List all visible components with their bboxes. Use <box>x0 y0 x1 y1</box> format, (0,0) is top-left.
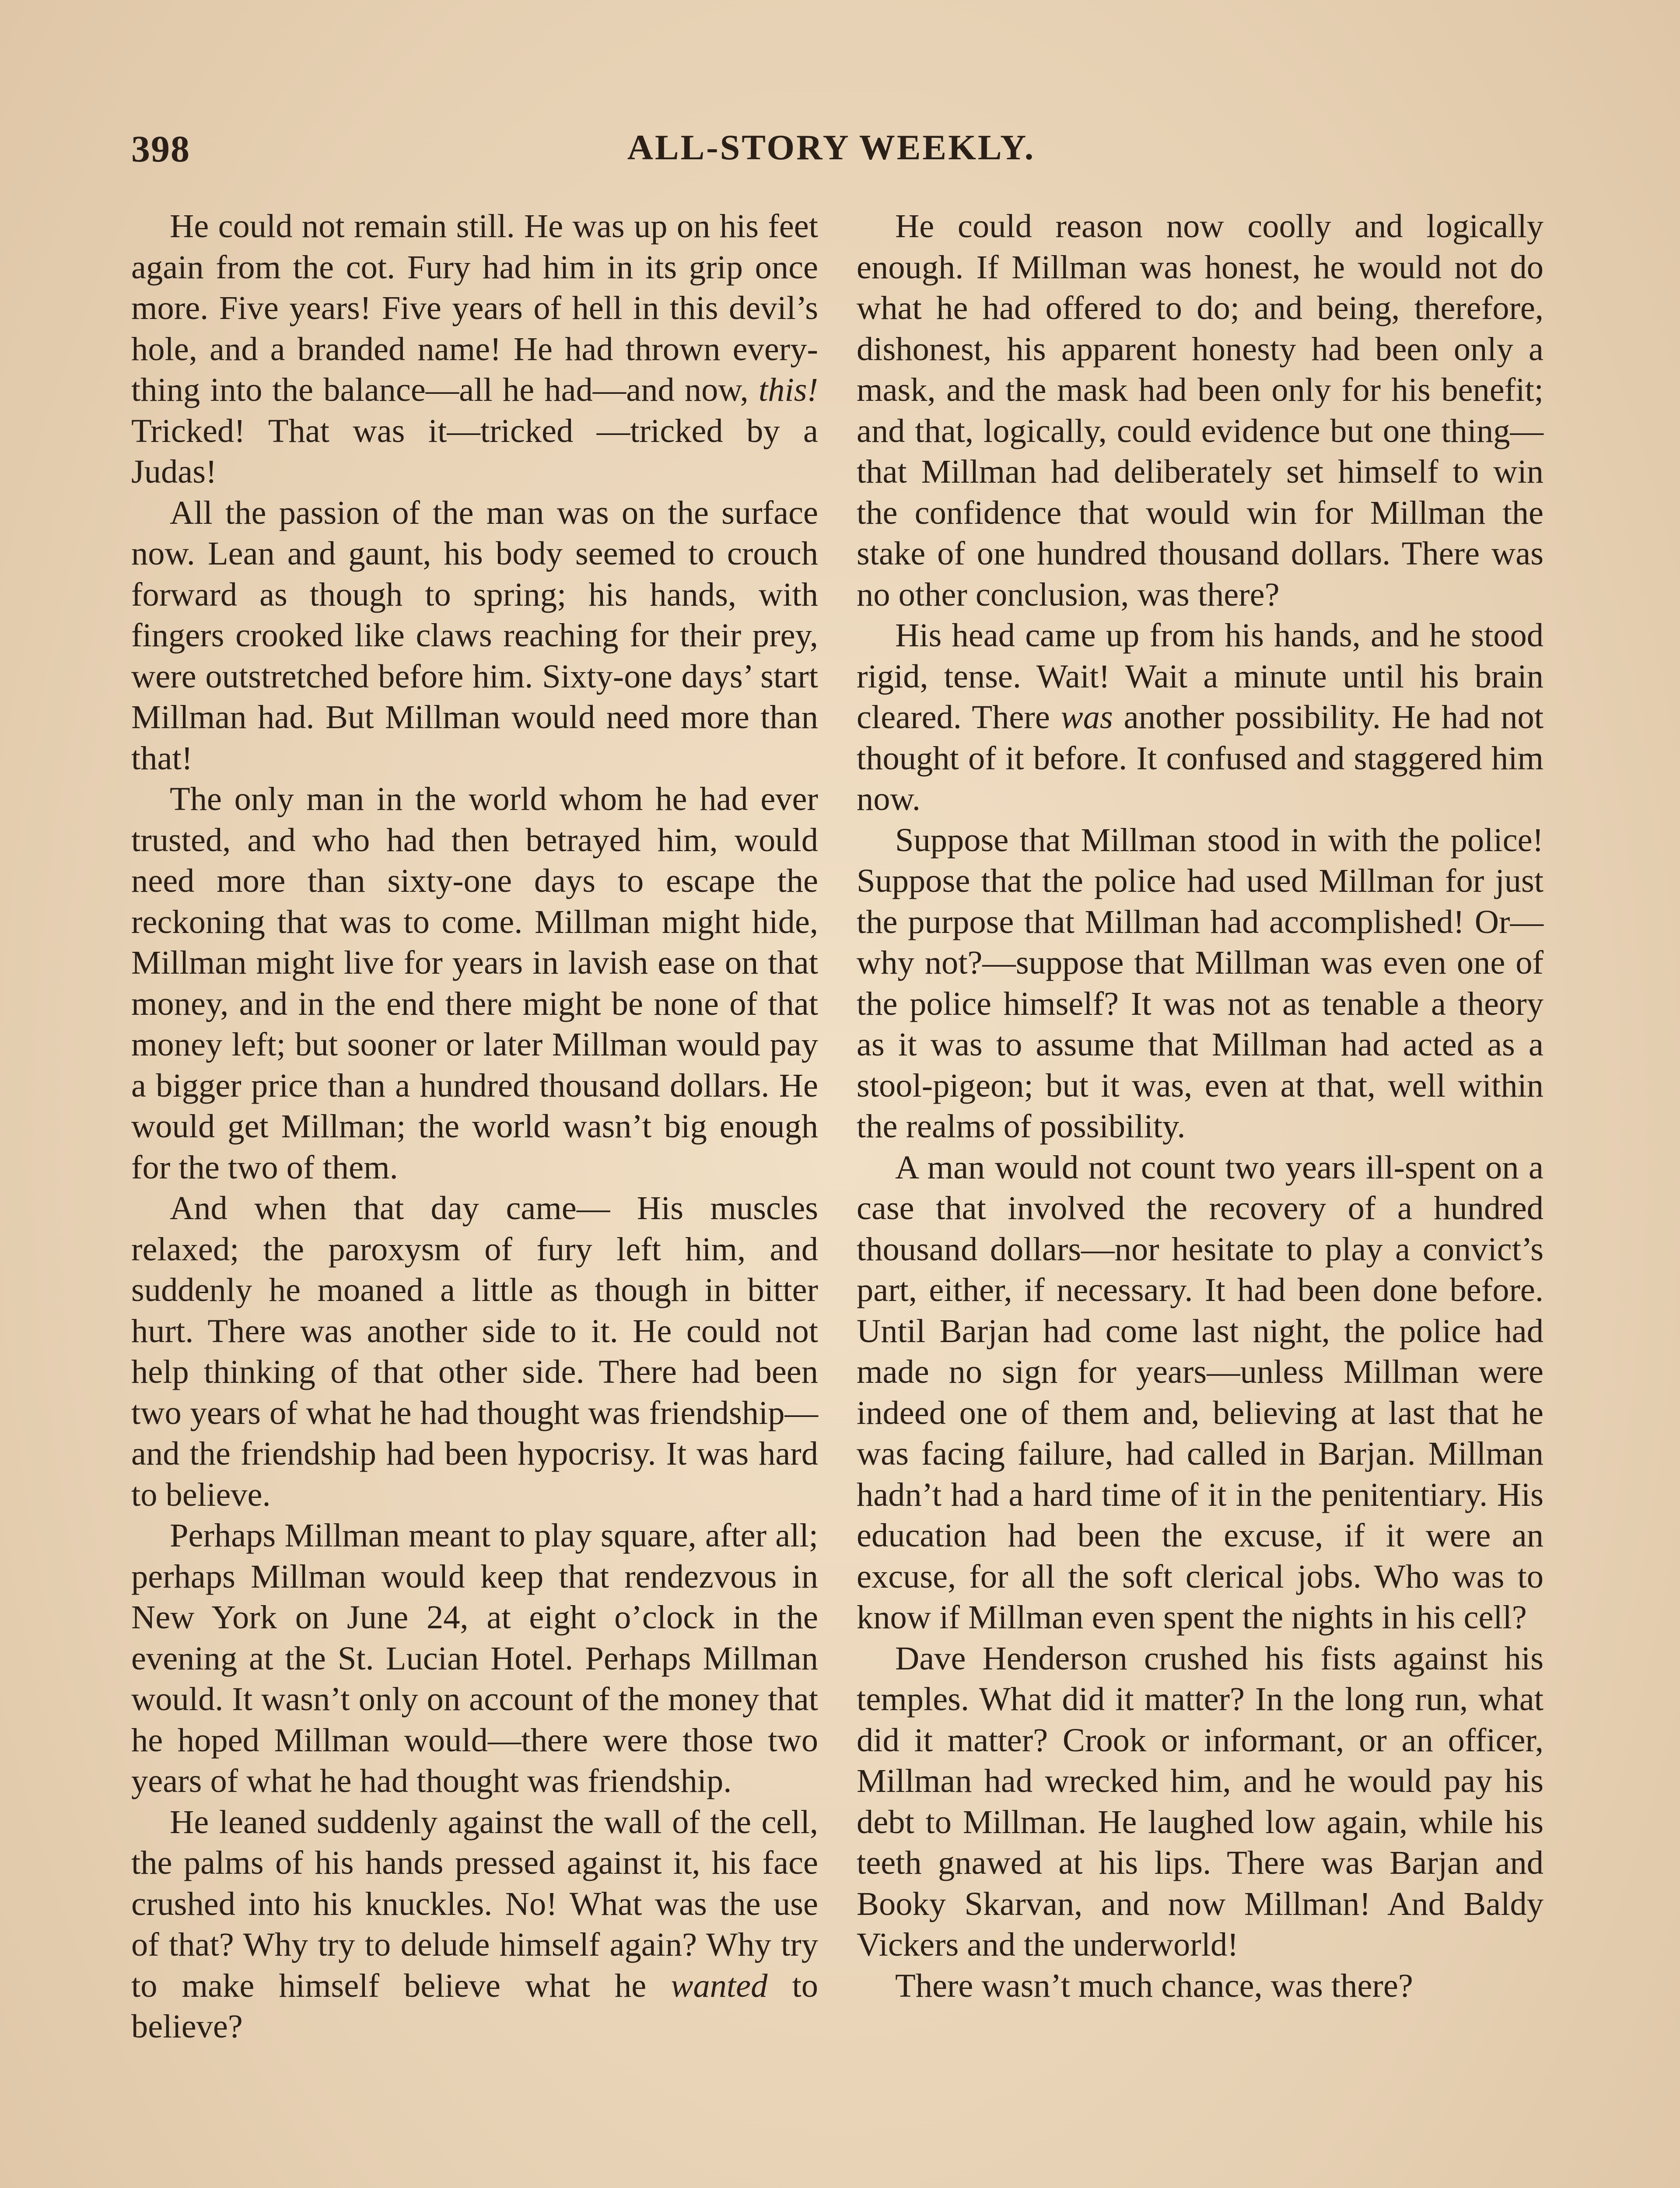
left-column <box>131 206 818 2047</box>
paragraph: The only man in the world whom he had ever trusted, and who had then betrayed him, would need more than sixty-one days to escape the reckoning that was to come. Millman might hide, Millman might live for years in lavish ease on that money, and in the end there might be none of that money left; but sooner or later Millman would pay a bigger price than a hundred thousand dollars. He would get Millman; the world wasn’t big enough for the two of them. <box>131 780 818 1186</box>
page-number: 398 <box>131 128 190 170</box>
paragraph: There wasn’t much chance, was there? <box>895 1967 1413 2004</box>
right-column <box>857 206 1544 2006</box>
page-header <box>131 127 1531 184</box>
paragraph: He could not remain still. He was up on his feet again from the cot. Fury had him in its grip once more. Five years! Five years of hell in this devil’s hole, and a branded name! He had thrown everything into the balance—all he had—and now, this! Tricked! That was it—tricked —tricked by a Judas! <box>131 207 818 490</box>
paragraph: He leaned suddenly against the wall of the cell, the palms of his hands pressed against it, his face crushed into his knuckles. No! What was the use of that? Why try to delude himself again? Why try to make himself believe what he wanted to believe? <box>131 1803 818 2045</box>
paragraph: And when that day came— His muscles relaxed; the paroxysm of fury left him, and suddenly he moaned a little as though in bitter hurt. There was another side to it. He could not help thinking of that other side. There had been two years of what he had thought was friendship—and the friendship had been hypocrisy. It was hard to believe. <box>131 1189 818 1513</box>
paragraph: His head came up from his hands, and he stood rigid, tense. Wait! Wait a minute until his brain cleared. There was another possibility. He had not thought of it before. It confused and staggered him now. <box>857 617 1544 817</box>
paragraph: A man would not count two years ill-spent on a case that involved the recovery of a hundred thousand dollars—nor hesitate to play a convict’s part, either, if necessary. It had been done before. Until Barjan had come last night, the police had made no sign for years—unless Millman were indeed one of them and, believing at last that he was facing failure, had called in Barjan. Millman hadn’t had a hard time of it in the penitentiary. His education had been the excuse, if it were an excuse, for all the soft clerical jobs. Who was to know if Millman even spent the nights in his cell? <box>857 1148 1544 1636</box>
paragraph: Suppose that Millman stood in with the police! Suppose that the police had used Millman for just the purpose that Millman had accomplished! Or—why not?—suppose that Millman was even one of the police himself? It was not as tenable a theory as it was to assume that Millman had acted as a stool-pigeon; but it was, even at that, well within the realms of possibility. <box>857 821 1544 1145</box>
running-title: ALL-STORY WEEKLY. <box>627 127 1036 167</box>
paragraph: Perhaps Millman meant to play square, after all; perhaps Millman would keep that rendezvous in New York on June 24, at eight o’clock in the evening at the St. Lucian Hotel. Perhaps Millman would. It wasn’t only on account of the money that he hoped Millman would—there were those two years of what he had thought was friendship. <box>131 1517 818 1799</box>
paragraph: He could reason now coolly and logically enough. If Millman was honest, he would not do what he had offered to do; and being, therefore, dishonest, his apparent honesty had been only a mask, and the mask had been only for his benefit; and that, logically, could evidence but one thing—that Millman had deliberately set himself to win the confidence that would win for Millman the stake of one hundred thousand dollars. There was no other conclusion, was there? <box>857 207 1544 613</box>
paragraph: Dave Henderson crushed his fists against his temples. What did it matter? In the long run, what did it matter? Crook or informant, or an officer, Millman had wrecked him, and he would pay his debt to Millman. He laughed low again, while his teeth gnawed at his lips. There was Barjan and Booky Skarvan, and now Millman! And Baldy Vickers and the underworld! <box>857 1639 1544 1963</box>
paragraph: All the passion of the man was on the surface now. Lean and gaunt, his body seemed to crouch forward as though to spring; his hands, with fingers crooked like claws reaching for their prey, were outstretched before him. Sixty-one days’ start Millman had. But Millman would need more than that! <box>131 494 818 777</box>
